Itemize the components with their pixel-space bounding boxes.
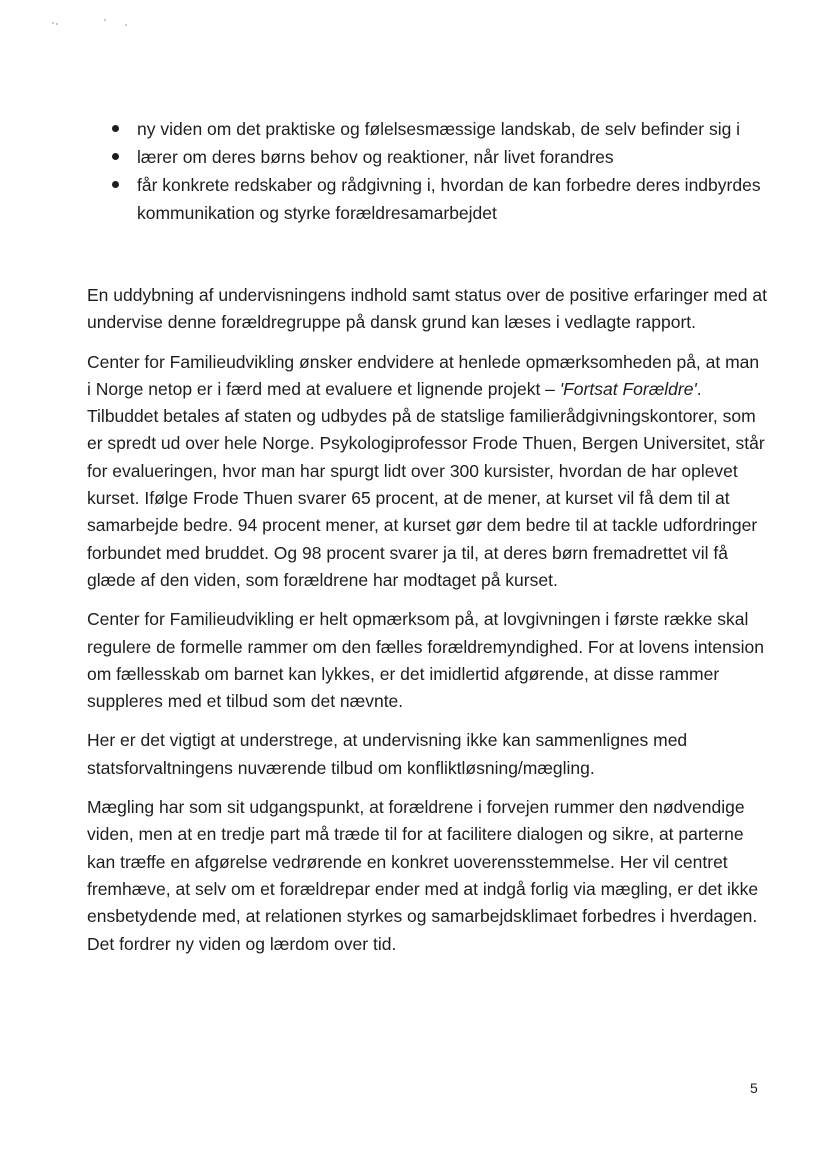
paragraph-norway-evaluation — [87, 349, 767, 595]
scan-speck — [56, 23, 58, 25]
scan-speck — [104, 19, 106, 21]
paragraph-legislation: Center for Familieudvikling er helt opmærksom på, at lovgivningen i første række skal regulere de formelle rammer om den fælles forældremyndighed. For at lovens intension om fællesskab om barnet kan lykkes, er det imidlertid afgørende, at disse rammer suppleres med et tilbud som det nævnte. — [87, 609, 764, 712]
bullet-text: får konkrete redskaber og rådgivning i, hvordan de kan forbedre deres indbyrdes kommunikation og styrke forældresamarbejdet — [137, 175, 761, 223]
bullet-text: ny viden om det praktiske og følelsesmæssige landskab, de selv befinder sig i — [137, 119, 741, 139]
paragraph-rapport: En uddybning af undervisningens indhold samt status over de positive erfaringer med at undervise denne forældregruppe på dansk grund kan læses i vedlagte rapport. — [87, 285, 767, 333]
bullet-list — [112, 115, 772, 227]
bullet-item — [112, 171, 772, 227]
bullet-icon — [112, 181, 119, 188]
scan-speck — [52, 22, 54, 24]
scan-speck — [125, 24, 127, 26]
paragraph-mediation: Mægling har som sit udgangspunkt, at forældrene i forvejen rummer den nødvendige viden, men at en tredje part må træde til for at facilitere dialogen og sikre, at parterne kan træffe en afgørelse vedrørende en konkret uoverensstemmelse. Her vil centret fremhæve, at selv om et forældrepar ender med at indgå forlig via mægling, er det ikke ensbetydende med, at relationen styrkes og samarbejdsklimaet forbedres i hverdagen. Det fordrer ny viden og lærdom over tid. — [87, 797, 759, 954]
bullet-item — [112, 115, 772, 143]
body-text — [87, 282, 767, 970]
bullet-icon — [112, 153, 119, 160]
bullet-icon — [112, 125, 119, 132]
project-title: 'Fortsat Forældre' — [559, 378, 697, 399]
paragraph-distinction: Her er det vigtigt at understrege, at undervisning ikke kan sammenlignes med statsforvaltningens nuværende tilbud om konfliktløsning/mægling. — [87, 730, 688, 778]
bullet-item — [112, 143, 772, 171]
paragraph-text: . Tilbuddet betales af staten og udbydes på de statslige familierådgivningskontorer, som er spredt ud over hele Norge. Psykologiprofessor Frode Thuen, Bergen Universitet, står for evalueringen, hvor man har spurgt lidt over 300 kursister, hvordan de har oplevet kurset. Ifølge Frode Thuen svarer 65 procent, at de mener, at kurset vil få dem til at samarbejde bedre. 94 procent mener, at kurset gør dem bedre til at tackle udfordringer forbundet med bruddet. Og 98 procent svarer ja til, at deres børn fremadrettet vil få glæde af den viden, som forældrene har modtaget på kurset. — [87, 378, 765, 590]
paragraph-text: Center for Familieudvikling ønsker endvidere at henlede opmærksomheden på, at man i Norge netop er i færd med at evaluere et lignende projekt – — [87, 351, 760, 399]
bullet-text: lærer om deres børns behov og reaktioner, når livet forandres — [137, 147, 614, 167]
page-number: 5 — [750, 1080, 758, 1096]
scan-artifact-specks — [52, 18, 132, 28]
